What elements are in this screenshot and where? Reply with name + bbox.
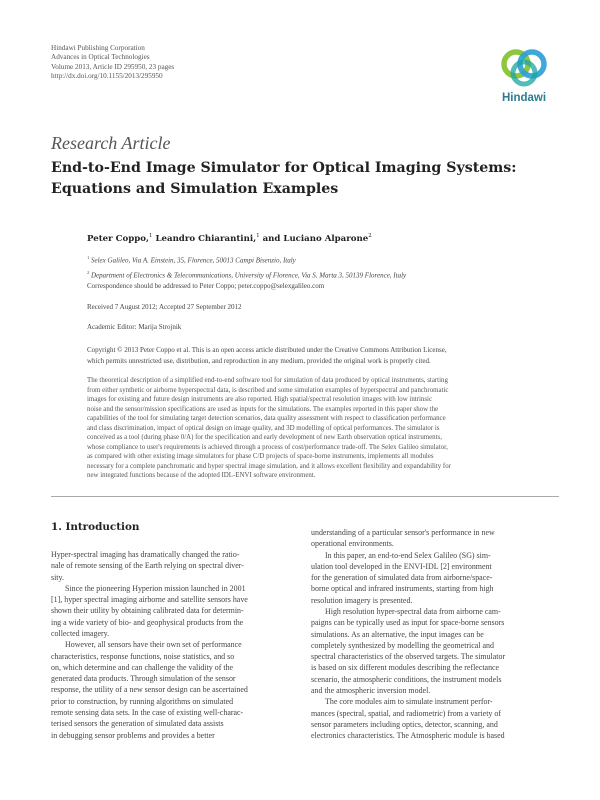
body-text-line: completely synthesized by modelling the geometrical and <box>311 640 494 650</box>
copyright-notice <box>87 345 557 366</box>
affil-mark: 2 <box>87 269 90 275</box>
body-text-line: sensor parameters including optics, detector, scanning, and <box>311 719 498 729</box>
correspondence-note: Correspondence should be addressed to Peter Coppo; peter.coppo@selexgalileo.com <box>87 282 325 290</box>
affil-mark: 1 <box>87 255 90 260</box>
journal-name: Advances in Optical Technologies <box>51 53 150 62</box>
hindawi-logo <box>494 46 554 108</box>
abstract <box>87 376 565 481</box>
body-text-line: ulation tool developed in the ENVI-IDL [2] environment <box>311 561 492 571</box>
author-list <box>87 233 567 244</box>
body-text-line: mances (spectral, spatial, and radiometric) from a variety of <box>311 708 501 718</box>
abstract-line: whose compliance to user's requirements is achieved through a process of cost/performance trade-off. The Selex Galileo simulator, <box>87 443 448 451</box>
body-text-line: simulations. As an alternative, the input images can be <box>311 629 484 639</box>
body-text-line: scenario, the atmospheric conditions, the instrument models <box>311 674 502 684</box>
volume-line: Volume 2013, Article ID 295950, 23 pages <box>51 62 175 71</box>
author-affil-mark: 1 <box>256 233 260 239</box>
title-line: Equations and Simulation Examples <box>51 181 339 197</box>
body-text-line: paigns can be typically used as input for space-borne sensors <box>311 618 505 628</box>
publisher-line: Hindawi Publishing Corporation <box>51 44 145 52</box>
abstract-line: capabilities of the tool for simulating target detection scenarios, data quality assessment with respect to classification performance <box>87 415 446 423</box>
body-text-line: prior to construction, by running algorithms on simulated <box>51 696 234 706</box>
body-text-line: generated data products. Through simulation of the sensor <box>51 674 236 684</box>
body-text-line: characteristics, response functions, noise statistics, and so <box>51 651 235 661</box>
body-text-line: response, the utility of a new sensor design can be ascertained <box>51 685 248 695</box>
affiliations <box>87 252 557 282</box>
body-text-line: operational environments. <box>311 539 394 549</box>
affiliation-line <box>87 252 557 267</box>
paper-title <box>51 158 561 200</box>
abstract-line: new integrated functions because of the adopted IDL-ENVI software environment. <box>87 472 316 480</box>
body-text-line: collected imagery. <box>51 628 110 638</box>
journal-header <box>51 44 351 82</box>
received-dates: Received 7 August 2012; Accepted 27 September 2012 <box>87 303 242 311</box>
copyright-line: Copyright © 2013 Peter Coppo et al. This is an open access article distributed under the Creative Commons Attribution License, <box>87 346 447 354</box>
body-text-line: spectral characteristics of the observed targets. The simulator <box>311 652 506 662</box>
academic-editor: Academic Editor: Marija Strojnik <box>87 323 182 331</box>
hindawi-logo-icon <box>494 46 554 92</box>
abstract-line: The theoretical description of a simplified end-to-end software tool for simulation of data produced by optical instruments, starting <box>87 377 448 384</box>
body-text-line: remote sensing data sets. In the case of existing well-charac- <box>51 707 244 717</box>
body-text-line: resolution imagery is presented. <box>311 595 413 605</box>
body-text-line: nale of remote sensing of the Earth relying on spectral diver- <box>51 561 244 571</box>
author-name: Leandro Chiarantini, <box>155 233 257 244</box>
abstract-line: images for existing and future design instruments are also reported. High spatial/spectral resolution images with low intrinsic <box>87 396 433 404</box>
body-text-line: shown their utility by obtaining calibrated data for determin- <box>51 606 244 616</box>
author-name: Peter Coppo, <box>87 233 149 244</box>
body-text-line: ing a wide variety of bio- and geophysical products from the <box>51 617 244 627</box>
body-text-line: High resolution hyper-spectral data from airborne cam- <box>325 606 501 616</box>
abstract-line: noise and the sensor/mission specifications are used as inputs for the simulations. The examples reported in this paper show the <box>87 405 439 413</box>
section-heading: 1. Introduction <box>51 521 140 533</box>
body-text-line: electronics characteristics. The Atmospheric module is based <box>311 731 505 741</box>
author-affil-mark: 2 <box>368 233 372 239</box>
abstract-line: and class discrimination, impact of optical design on image quality, and 3D modelling of optical performances. The simulator is <box>87 424 440 432</box>
body-text-line: sity. <box>51 572 64 582</box>
doi-link[interactable]: http://dx.doi.org/10.1155/2013/295950 <box>51 72 163 81</box>
body-text-line: is based on six different modules describing the reflectance <box>311 663 500 673</box>
body-text-line: on, which determine and can challenge the validity of the <box>51 662 234 672</box>
body-column-right <box>311 527 557 741</box>
body-column-left <box>51 549 297 741</box>
body-text-line: understanding of a particular sensor's performance in new <box>311 528 495 537</box>
copyright-line: which permits unrestricted use, distribution, and reproduction in any medium, provided the original work is properly cited. <box>87 356 431 365</box>
body-text-line: In this paper, an end-to-end Selex Galileo (SG) sim- <box>325 550 491 560</box>
body-text-line: [1], hyper spectral imaging airborne and satellite sensors have <box>51 595 248 605</box>
body-text-line: borne optical and infrared instruments, starting from high <box>311 584 494 594</box>
abstract-line: conceived as a tool (during phase 0/A) for the specification and early development of new Earth observation optical instruments, <box>87 434 442 442</box>
body-text-line: terised sensors the generation of simulated data assists <box>51 719 224 729</box>
article-type: Research Article <box>51 133 171 153</box>
author-name: and Luciano Alparone <box>262 233 369 244</box>
affil-text: Selex Galileo, Via A. Einstein, 35, Florence, 50013 Campi Bisenzio, Italy <box>91 256 296 265</box>
author-affil-mark: 1 <box>148 233 153 239</box>
body-text-line: However, all sensors have their own set of performance <box>65 640 242 650</box>
body-text-line: Hyper-spectral imaging has dramatically changed the ratio- <box>51 550 240 559</box>
body-text-line: and the atmospheric inversion model. <box>311 685 431 695</box>
abstract-line: from either synthetic or airborne hyperspectral data, is described and some simulation examples of hyperspectral and panchromatic <box>87 386 449 394</box>
logo-wordmark: Hindawi <box>501 92 547 104</box>
title-line: End-to-End Image Simulator for Optical Imaging Systems: <box>51 160 517 176</box>
abstract-line: necessary for a complete panchromatic and hyper spectral image simulation, and it allows excellent flexibility and expandability for <box>87 462 451 470</box>
body-text-line: Since the pioneering Hyperion mission launched in 2001 <box>65 583 246 593</box>
abstract-line: as compared with other existing image simulators for phase C/D projects of space-borne instruments, implements all modules <box>87 453 434 461</box>
body-text-line: The core modules aim to simulate instrument perfor- <box>325 697 493 707</box>
section-divider <box>51 496 559 497</box>
affiliation-line <box>87 267 557 282</box>
body-text-line: in debugging sensor problems and provides a better <box>51 730 215 740</box>
affil-text: Department of Electronics & Telecommunications, University of Florence, Via S. Marta 3, 50139 Florence, Italy <box>91 271 407 280</box>
body-text-line: for the generation of simulated data from airborne/space- <box>311 573 493 583</box>
